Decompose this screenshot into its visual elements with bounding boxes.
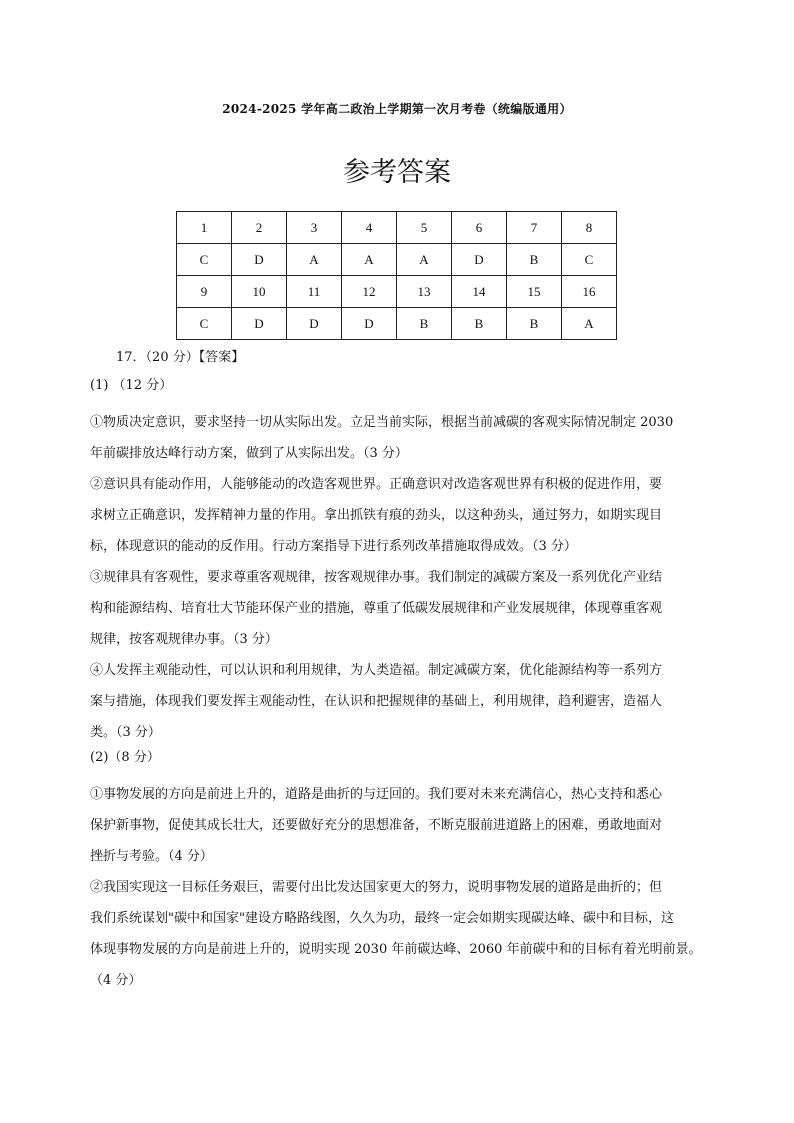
answer-line: （4 分） <box>90 973 142 988</box>
answer-table-cell: C <box>177 308 232 340</box>
answer-table-cell: 12 <box>342 276 397 308</box>
answer-table-cell: 11 <box>287 276 342 308</box>
answer-line: 保护新事物，促使其成长壮大，还要做好充分的思想准备，不断克服前进道路上的困难，勇敢地面对 <box>90 818 663 833</box>
answer-line: ③规律具有客观性，要求尊重客观规律，按客观规律办事。我们制定的减碳方案及一系列优化产业结 <box>90 570 663 585</box>
document-title: 2024-2025 学年高二政治上学期第一次月考卷（统编版通用） <box>222 102 572 116</box>
answer-table-cell: D <box>232 308 287 340</box>
answer-point <box>90 469 720 562</box>
answer-table-cell: B <box>507 308 562 340</box>
answer-table-cell: 4 <box>342 212 397 244</box>
answer-line: 年前碳排放达峰行动方案，做到了从实际出发。（3 分） <box>90 446 408 461</box>
answer-table-row <box>177 276 617 308</box>
answer-point <box>90 562 720 655</box>
answer-table-cell: C <box>562 244 617 276</box>
answer-point <box>90 872 720 996</box>
answer-table-cell: 3 <box>287 212 342 244</box>
answer-table-cell: 7 <box>507 212 562 244</box>
answer-line: 案与措施，体现我们要发挥主观能动性，在认识和把握规律的基础上，利用规律，趋利避害，造福人 <box>90 694 663 709</box>
answer-line: 挫折与考验。（4 分） <box>90 849 213 864</box>
answer-line: ②我国实现这一目标任务艰巨，需要付出比发达国家更大的努力，说明事物发展的道路是曲折的；但 <box>90 880 663 895</box>
answer-body <box>90 376 720 996</box>
answer-table-cell: B <box>397 308 452 340</box>
answer-table-cell: 13 <box>397 276 452 308</box>
answer-line: 规律，按客观规律办事。（3 分） <box>90 632 278 647</box>
answer-table-cell: 15 <box>507 276 562 308</box>
answer-line: 求树立正确意识，发挥精神力量的作用。拿出抓铁有痕的劲头，以这种劲头，通过努力，如期实现目 <box>90 508 663 523</box>
answer-table-cell: 8 <box>562 212 617 244</box>
answer-line: 构和能源结构、培育壮大节能环保产业的措施，尊重了低碳发展规律和产业发展规律，体现尊重客观 <box>90 601 663 616</box>
answer-line: ④人发挥主观能动性，可以认识和利用规律，为人类造福。制定减碳方案，优化能源结构等一系列方 <box>90 663 663 678</box>
answer-table-cell: C <box>177 244 232 276</box>
document-subtitle: 参考答案 <box>343 157 451 188</box>
answer-table-row <box>177 308 617 340</box>
answer-table-cell: 6 <box>452 212 507 244</box>
answer-table-cell: 9 <box>177 276 232 308</box>
answer-table-cell: 16 <box>562 276 617 308</box>
answer-table <box>176 211 617 340</box>
part-2-label: (2)（8 分） <box>90 750 160 765</box>
answer-line: 体现事物发展的方向是前进上升的，说明实现 2030 年前碳达峰、2060 年前碳中和的目标有着光明前景。 <box>90 942 702 957</box>
answer-table-row <box>177 244 617 276</box>
part-2-answers <box>90 779 720 996</box>
answer-point <box>90 779 720 872</box>
answer-point <box>90 655 720 748</box>
answer-table-cell: A <box>562 308 617 340</box>
part-1-answers <box>90 407 720 748</box>
answer-table-row <box>177 212 617 244</box>
answer-table-cell: A <box>342 244 397 276</box>
answer-table-cell: B <box>507 244 562 276</box>
answer-point <box>90 407 720 469</box>
answer-table-cell: 10 <box>232 276 287 308</box>
answer-table-cell: 1 <box>177 212 232 244</box>
answer-line: 标，体现意识的能动的反作用。行动方案指导下进行系列改革措施取得成效。（3 分） <box>90 539 577 554</box>
answer-table-cell: 14 <box>452 276 507 308</box>
answer-line: 类。（3 分） <box>90 725 161 740</box>
answer-table-cell: B <box>452 308 507 340</box>
answer-table-cell: A <box>397 244 452 276</box>
answer-line: ②意识具有能动作用，人能够能动的改造客观世界。正确意识对改造客观世界有积极的促进作用，要 <box>90 477 663 492</box>
answer-line: ①事物发展的方向是前进上升的，道路是曲折的与迂回的。我们要对未来充满信心，热心支持和悉心 <box>90 787 663 802</box>
answer-table-cell: D <box>342 308 397 340</box>
answer-table-cell: D <box>287 308 342 340</box>
answer-line: 我们系统谋划"碳中和国家"建设方略路线图，久久为功，最终一定会如期实现碳达峰、碳中和目标，这 <box>90 911 674 926</box>
part-1-label: (1) （12 分） <box>90 378 173 393</box>
answer-table-cell: A <box>287 244 342 276</box>
question-17-header: 17．（20 分）【答案】 <box>116 350 245 365</box>
answer-table-cell: D <box>232 244 287 276</box>
answer-table-cell: D <box>452 244 507 276</box>
answer-line: ①物质决定意识，要求坚持一切从实际出发。立足当前实际，根据当前减碳的客观实际情况制定 2030 <box>90 415 674 430</box>
answer-table-cell: 5 <box>397 212 452 244</box>
answer-table-cell: 2 <box>232 212 287 244</box>
